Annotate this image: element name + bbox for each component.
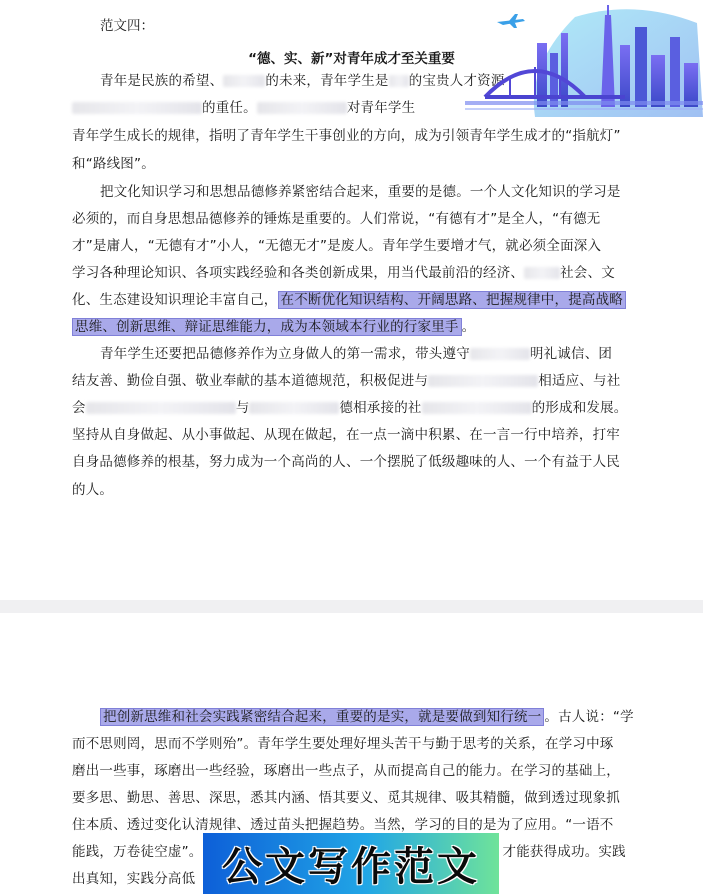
paragraph-line: 结友善、勤俭自强、敬业奉献的基本道德规范，积极促进与 相适应、与社 <box>72 373 621 389</box>
paragraph-line: 把创新思维和社会实践紧密结合起来，重要的是实，就是要做到知行统一 。古人说：“学 <box>100 706 634 728</box>
paragraph-line: 必须的，而自身思想品德修养的锤炼是重要的。人们常说，“有德有才”是全人，“有德无 <box>72 211 601 227</box>
highlighted-text[interactable]: 把创新思维和社会实践紧密结合起来，重要的是实，就是要做到知行统一 <box>100 708 544 726</box>
paragraph-line: 和“路线图”。 <box>72 156 155 172</box>
paragraph-line: 思维、创新思维、辩证思维能力，成为本领域本行业的行家里手 。 <box>72 316 475 338</box>
redacted-text <box>249 402 339 414</box>
paragraph-line: 磨出一些事，琢磨出一些经验，琢磨出一些点子，从而提高自己的能力。在学习的基础上， <box>72 763 620 779</box>
redacted-text <box>86 402 236 414</box>
paragraph-line: 自身品德修养的根基，努力成为一个高尚的人、一个摆脱了低级趣味的人、一个有益于人民 <box>72 454 620 470</box>
paragraph-line: 把文化知识学习和思想品德修养紧密结合起来，重要的是德。一个人文化知识的学习是 <box>100 184 621 200</box>
paragraph-line: 出真知，实践分高低 <box>72 871 196 887</box>
paragraph-line: 化、生态建设知识理论丰富自己， 在不断优化知识结构、开阔思路、把握规律中，提高战略 <box>72 289 626 311</box>
redacted-text <box>428 375 538 387</box>
redacted-text <box>524 267 560 279</box>
paragraph-line: 青年学生成长的规律，指明了青年学生干事创业的方向，成为引领青年学生成才的“指航灯” <box>72 128 621 144</box>
redacted-text <box>470 348 530 360</box>
airplane-icon <box>497 14 525 28</box>
redacted-text <box>422 402 532 414</box>
watermark-banner <box>203 833 499 894</box>
highlighted-text[interactable]: 思维、创新思维、辩证思维能力，成为本领域本行业的行家里手 <box>72 318 462 336</box>
redacted-text <box>389 75 409 87</box>
redacted-text <box>72 102 202 114</box>
essay-title: “德、实、新”对青年成才至关重要 <box>248 51 455 67</box>
paragraph-line: 会 与 德相承接的社 的形成和发展。 <box>72 400 628 416</box>
page-separator <box>0 600 703 613</box>
paragraph-line: 坚持从自身做起、从小事做起、从现在做起，在一点一滴中积累、在一言一行中培养，打牢 <box>72 427 620 443</box>
paragraph-line: 的重任。 对青年学生 <box>72 97 415 119</box>
paragraph-line: 学习各种理论知识、各项实践经验和各类创新成果，用当代最前沿的经济、 社会、文 <box>72 265 615 281</box>
paragraph-line: 住本质、透过变化认清规律、透过苗头把握趋势。当然，学习的目的是为了应用。“一语不 <box>72 817 614 833</box>
redacted-text <box>257 102 347 114</box>
redacted-text <box>223 75 265 87</box>
paragraph-line: 青年是民族的希望、 的未来，青年学生是 的宝贵人才资源 <box>100 73 505 89</box>
paragraph-line: 而不思则罔，思而不学则殆”。青年学生要处理好埋头苦干与勤于思考的关系，在学习中琢 <box>72 736 614 752</box>
paragraph-line: 才”是庸人，“无德有才”小人，“无德无才”是废人。青年学生要增才气，就必须全面深入 <box>72 238 602 254</box>
watermark-text: 公文写作范文 <box>222 844 480 890</box>
paragraph-line: 要多思、勤思、善思、深思，悉其内涵、悟其要义、觅其规律、吸其精髓，做到透过现象抓 <box>72 790 620 806</box>
paragraph-line: 的人。 <box>72 482 114 498</box>
city-skyline-illustration <box>465 5 703 117</box>
section-label: 范文四： <box>100 18 154 34</box>
paragraph-line: 青年学生还要把品德修养作为立身做人的第一需求，带头遵守 明礼诚信、团 <box>100 346 613 362</box>
paragraph-line: 能践，万卷徒空虚”。 才能获得成功。实践 <box>72 844 626 860</box>
highlighted-text[interactable]: 在不断优化知识结构、开阔思路、把握规律中，提高战略 <box>278 291 627 309</box>
